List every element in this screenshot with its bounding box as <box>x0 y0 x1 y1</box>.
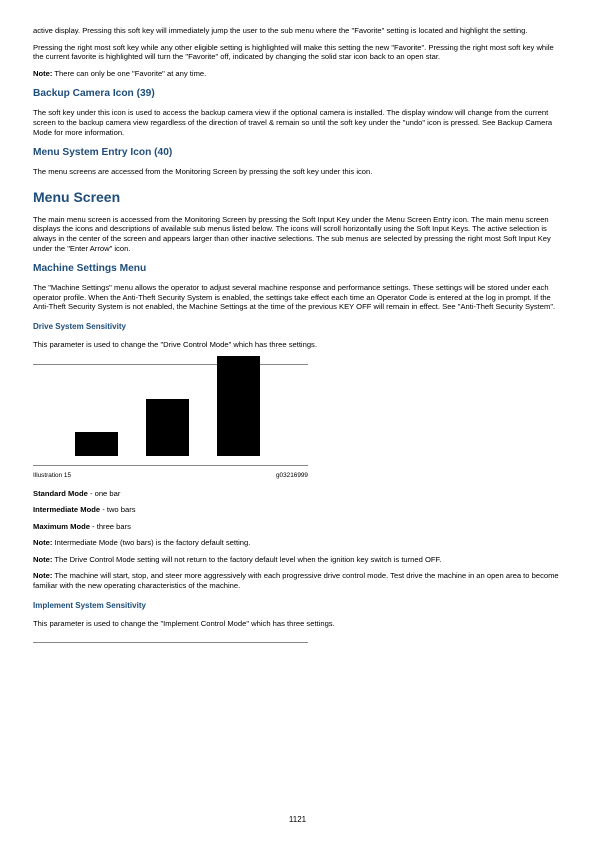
document-page <box>33 26 563 643</box>
mode-intermediate-text: - two bars <box>100 505 136 515</box>
heading-menu-screen: Menu Screen <box>33 188 121 205</box>
page-number: 1121 <box>288 815 307 824</box>
heading-implement-sensitivity: Implement System Sensitivity <box>33 600 146 610</box>
mode-maximum-text: - three bars <box>89 521 131 531</box>
paragraph-menu-screen: The main menu screen is accessed from the Monitoring Screen by pressing the Soft Input Key under the Menu Screen Entry icon. The main menu screen displays the icons and descriptions of available sub menus listed below. The icons will scroll horizontally using the Soft Input Keys. The active selection is always in the center of the screen and appears larger than other inactive selections. The sub menus are selected by pressing the right most Soft Input Key under the "Enter Arrow" icon. <box>33 214 551 253</box>
figure-top-rule <box>33 642 308 643</box>
heading-backup-camera: Backup Camera Icon (39) <box>33 88 155 100</box>
paragraph-menu-entry: The menu screens are accessed from the Monitoring Screen by pressing the soft key under this icon. <box>33 167 373 177</box>
paragraph-favorite-jump: active display. Pressing this soft key will immediately jump the user to the sub menu where the "Favorite" setting is located and highlight the setting. <box>33 26 528 35</box>
illustration-number: Illustration 15 <box>33 471 72 479</box>
paragraph-favorite-set: Pressing the right most soft key while any other eligible setting is highlighted will make this setting the new "Favorite". Pressing the right most soft key while the current favorite is highlighted will turn the "Favorite" off, indicated by changing the solid star icon back to an open star. <box>33 42 554 62</box>
heading-menu-entry: Menu System Entry Icon (40) <box>33 147 173 159</box>
note-text: The machine will start, stop, and steer more aggressively with each progressive drive control mode. Test drive the machine in an open area to become familiar with the new operating characteristics of the machine. <box>33 571 559 591</box>
note-label: Note: <box>33 571 53 581</box>
note-label: Note: <box>33 554 53 564</box>
paragraph-backup-camera: The soft key under this icon is used to access the backup camera view if the optional camera is installed. The display window will change from the current screen to the backup camera view regardless of the direction of travel & remain so until the soft key under the "undo" icon is pressed. See Backup Camera Mode for more information. <box>33 108 553 137</box>
mode-intermediate-label: Intermediate Mode <box>33 505 101 515</box>
mode-maximum-label: Maximum Mode <box>33 521 90 531</box>
paragraph-machine-settings: The "Machine Settings" menu allows the operator to adjust several machine response and performance settings. These settings will be stored under each operator profile. When the Anti-Theft Security System is enabled, the settings take effect each time an Operator Code is entered at the log in prompt. If the Anti-Theft Security System is not enabled, the Machine Settings at the time of the previous KEY OFF will remain in effect. See "Anti-Theft Security System". <box>33 283 556 312</box>
note-key-off <box>33 555 563 565</box>
note-factory-default <box>33 538 563 548</box>
note-aggressive <box>33 571 563 590</box>
graphic-id: g03216999 <box>276 471 308 479</box>
note-label: Note: <box>33 68 53 78</box>
mode-bar-3 <box>217 356 260 456</box>
mode-bar-1 <box>75 432 118 456</box>
illustration-drive-modes <box>33 364 308 479</box>
paragraph-implement-sensitivity: This parameter is used to change the "Implement Control Mode" which has three settings. <box>33 618 335 628</box>
note-text: There can only be one "Favorite" at any time. <box>52 68 207 78</box>
mode-standard <box>33 489 563 499</box>
figure-caption <box>33 472 308 479</box>
drive-mode-bars <box>33 365 308 465</box>
note-text: Intermediate Mode (two bars) is the factory default setting. <box>52 538 251 548</box>
mode-intermediate <box>33 505 563 515</box>
illustration-implement-modes <box>33 642 308 643</box>
figure-bottom-rule <box>33 465 308 466</box>
heading-drive-sensitivity: Drive System Sensitivity <box>33 321 126 331</box>
mode-maximum <box>33 522 563 532</box>
paragraph-drive-sensitivity: This parameter is used to change the "Drive Control Mode" which has three settings. <box>33 339 317 349</box>
note-one-favorite <box>33 69 563 79</box>
mode-standard-text: - one bar <box>87 488 121 498</box>
mode-standard-label: Standard Mode <box>33 488 88 498</box>
note-label: Note: <box>33 538 53 548</box>
note-text: The Drive Control Mode setting will not return to the factory default level when the ignition key switch is turned OFF. <box>52 554 442 564</box>
heading-machine-settings: Machine Settings Menu <box>33 263 147 275</box>
mode-bar-2 <box>146 399 189 456</box>
